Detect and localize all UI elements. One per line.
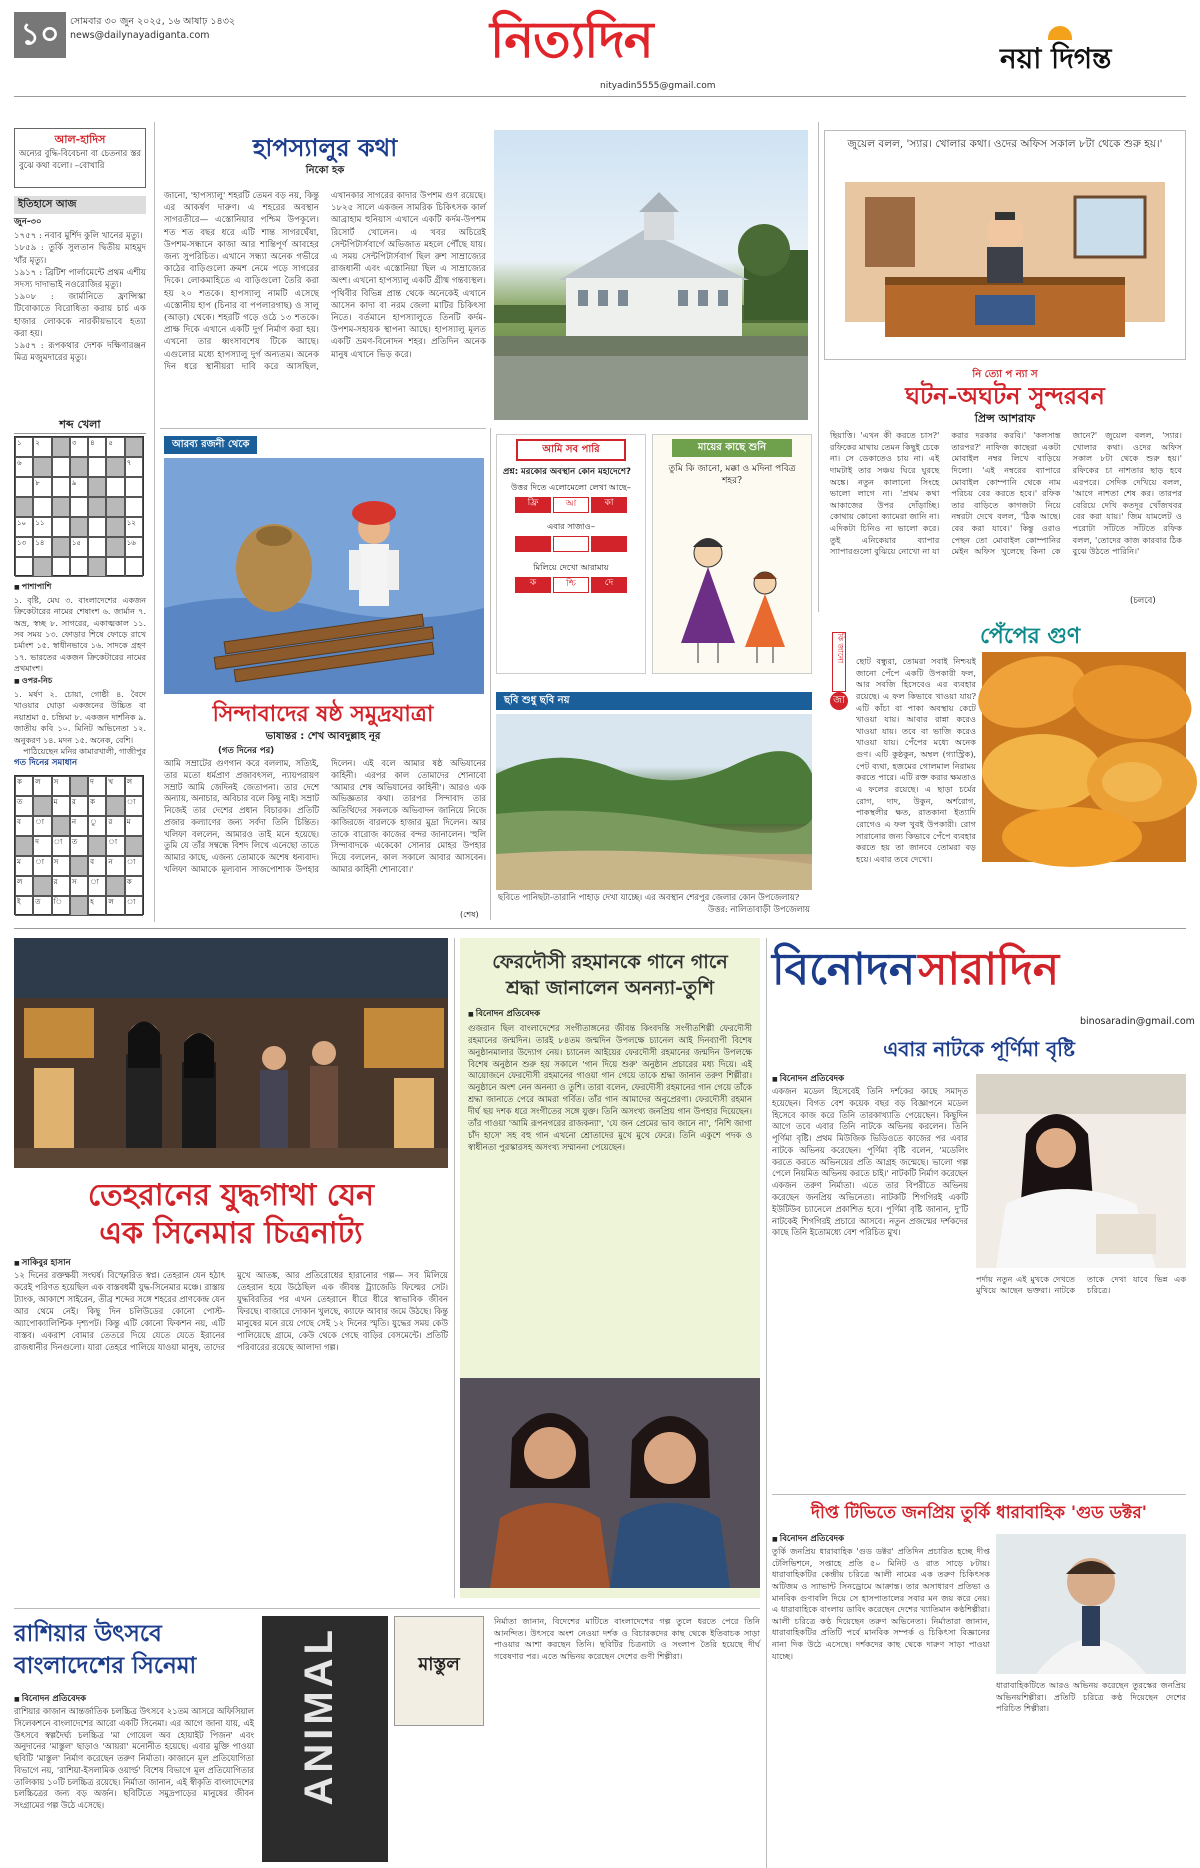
tehran-author: ■ সাকিবুর হাসান — [14, 1258, 71, 1269]
colors-line2: এবার সাজাও– — [547, 521, 595, 532]
down-text: ১. মর্ষণ ২. চোয়া, গোষ্ঠী ৪. বৈদে খাওয়ার ঘোড়া একজনের উচ্চিত বা নয়াশ্রমা ৫. চন্দ্রিমা ৮. একজন দার্শনিক ৯. জাতীয় কবি ১০. মিনিট অভিনেতা ১২. অনুকরণ ১৪. মদন ১৫. অনেক, বেশি। — [14, 690, 146, 745]
header-email: news@dailynayadiganta.com — [70, 30, 210, 41]
doctor-drawing — [996, 1534, 1186, 1674]
binodon-title-a: বিনোদন — [772, 944, 916, 995]
colors-line1: উত্তর দিতে এলোমেলো লেখা আছে– — [511, 481, 631, 492]
turkish-byline: ■ বিনোদন প্রতিবেদক — [772, 1534, 844, 1545]
bazaar-drawing — [14, 938, 448, 1168]
comic-box — [824, 130, 1186, 360]
sender: পাঠিয়েছেন মনির কামারখালী, গাজীপুর — [23, 746, 146, 756]
animal-poster-text: ANIMAL — [297, 1626, 341, 1806]
tehran-title-line2: এক সিনেমার চিত্রনাট্য — [99, 1216, 363, 1251]
purnima-body-right: পর্দায় নতুন এই মুখকে দেখতে মুখিয়ে আছেন ভক্তরা। নাটকে তাকে দেখা যাবে ভিন্ন এক চরিত্রে। — [976, 1274, 1186, 1296]
comic-illustration — [825, 177, 1187, 367]
arabian-illustration — [164, 458, 484, 694]
russia-body-right: নির্মাতা জানান, বিদেশের মাটিতে বাংলাদেশের গল্প তুলে ধরতে পেরে তিনি আনন্দিত। উৎসবে অংশ নেওয়া দর্শক ও বিচারকদের কাছ থেকে ইতিবাচক সাড়া পাওয়ার আশা করছেন তিনি। ছবিটির চিত্রনাট্য ও সংলাপ তৈরি হয়েছে দীর্ঘ গবেষণার পর। এতে অভিনয় করেছেন দেশের গুণী শিল্পীরা। — [494, 1616, 760, 1661]
binodon-title-b: সারাদিন — [918, 944, 1060, 995]
papaya-icon: জা — [830, 692, 848, 710]
hapsalu-body: জানো, 'হাপস্যালু' শহরটি তেমন বড় নয়, কিন্তু এর আকর্ষণ দারুণ। এ শহরের অবস্থান সাগরতীরে— এস্তোনিয়ার পশ্চিম উপকূলে। শত শত বছর ধরে এটি শান্ত সাগরঘেঁষা, উপশম-সন্ধানে কাজা আর শান্তিপূর্ণ আবহের জন্য সুপরিচিত। এখানে সন্ধ্যা অনেক গভীরে কাঠের বাড়িগুলো ক্রমশ নেমে পড়ে সাগরের দিকে। লোকমাহিতে এ বাড়িগুলো তৈরি করা হয় ২০ শতকে। হাপস্যালু নামটি এসেছে এস্তোনীয় হাপ (চিনার বা পপলারগাছ) ও সালু (আড়া) থেকে। শহরটি গড়ে ওঠে ১৩ শতকে। প্রাক্ষ দিকে এখানে একটি দুর্গ নির্মাণ করা হয়। এখনো তার ধ্বংসাবশেষ টিকে আছে। এগুলোর মধ্যে হাপস্যালু দুর্গ অন্যতম। অনেক দিন ধরে স্থানীয়রা দাবি করে আসছিল, এখানকার সাগরের কাদার উপশম গুণ রয়েছে। ১৮২৫ সালে একজন সামরিক চিকিৎসক কার্ল আব্রাহাম হুনিয়াস এখানে একটি কর্দম-উপশম রিসোর্ট খোলেন। এ খবর অচিরেই সেন্টপিটার্সবার্গে অভিজাত মহলে পৌঁছে যায়। এ সময় সেন্টপিটার্সবার্গ ছিল রুশ সাম্রাজ্যের রাজধানী এবং এস্তোনিয়া ছিল এ সাম্রাজ্যের অংশ। এখনো হাপস্যালু একটি গ্রীষ্ম গন্তব্যস্থল। পৃথিবীর বিভিন্ন প্রান্ত থেকে অনেকেই এখানে আসেন কাদা বা নরম জেলা মাটির চিকিৎসা নিতে। বর্তমানে হাপস্যালুতে তিনটি কর্দম-উপশম-সহায়ক স্থাপনা আছে। হাপস্যালু মূলত একটি ভ্রমণ-বিনোদন শহর। প্রতিদিন অনেক মানুষ এখানে ভিড় করে। — [164, 191, 486, 372]
colors-line3: মিলিয়ে দেখো আরামায় — [533, 562, 609, 573]
colors-cell: আ — [553, 497, 589, 513]
crossword-title: শব্দ খেলা — [14, 418, 146, 434]
turkish-title: দীপ্ত টিভিতে জনপ্রিয় তুর্কি ধারাবাহিক 'গুড ডক্টর' — [811, 1503, 1147, 1523]
ferdausi-title-line1: ফেরদৌসী রহমানকে গানে গানে — [492, 951, 728, 973]
page-number-badge: ১০ — [14, 12, 66, 58]
hadith-title: আল-হাদিস — [54, 133, 106, 146]
purnima-title: এবার নাটকে পূর্ণিমা বৃষ্টি — [883, 1037, 1075, 1061]
history-item: ১৮৫৯ : তুর্কি সুলতান দ্বিতীয় মাহমুদ খাঁর মৃত্যু। — [14, 243, 146, 266]
hapsalu-photo — [494, 130, 808, 420]
colors-cell: কা — [591, 497, 627, 513]
hadith-box — [14, 128, 146, 188]
arabian-body: আমি সম্রাটের গুণগান করে বললাম, সত্যিই, তার মতো ধর্মপ্রাণ প্রজাবৎসল, ন্যায়পরায়ণ সম্রাট আমি জেদিনই জেতাপনা। তার দেশে অন্যায়, অনাচার, অবিচার বলে কিছু নাই। সম্রাট নিজেই তার দেশের প্রধান বিচারক। প্রতিটি প্রজার কল্যাণের জন্য সর্বদা তিনি চিন্তিত। খলিফা বললেন, আমারও তাই মনে হয়েছে। তুমি যে তাঁর সম্বন্ধে বিশদ লিখে এনেছো তাতে আমার কাছে, এজন্য তোমাকে অশেষ ধন্যবাদ। খলিফা আমাকে মূল্যবান সাজপোশাক উপহার দিলেন। এই বলে আমার ষষ্ঠ অভিযানের কাহিনী। এরপর কাল তোমাদের শোনাবো 'আমার শেষ অভিযানের কাহিনী'। আরও এক অভিজ্ঞতার কথা। তারপর সিন্দাবাদ তার অতিথিদের সকলকে অভিবাদন জানিয়ে নিজে কাজিরজে বারলকে হাজার মুদ্রা দিলেন। আর তাকে বারোজ কাজের বন্দর জানালেন। 'হুলি সিন্দাবাদকে একেকো সোনার মোহর উপহার দিয়ে বললেন, কাল সকালে আবার আসবেন। আমার কাহিনী শোনাবো।' — [164, 758, 486, 875]
colors-tag: আমি সব পারি — [516, 439, 626, 461]
history-item: ১৯০৮ : জার্মানিতে ফ্রান্সিস্কা টিবোকাতে বিরোধিতা করায় চার্চ এক হাজার লোককে নারকীয়ভাবে হত্যা করা হয়। — [14, 292, 146, 339]
novel-label: নি ত্যো প ন্যা স — [972, 369, 1038, 380]
section-email: nityadin5555@gmail.com — [600, 81, 716, 91]
novel-continued: (চলবে) — [1130, 596, 1156, 606]
mother-text: তুমি কি জানো, মক্কা ও মদিনা পবিত্র শহর? — [668, 463, 796, 486]
colors-cells2 — [497, 577, 645, 593]
ferdausi-body: গুজরান ছিল বাংলাদেশের সংগীতাঙ্গনের জীবন্ত কিংবদন্তি সংগীতশিল্পী ফেরদৌসী রহমানের জন্মদিন। তারই ৮৪তম জন্মদিন উপলক্ষে চ্যানেল আই দিনব্যাপী বিশেষ অনুষ্ঠানমালার উদ্যোগ নেয়। চ্যানেল আইয়ের ফেরদৌসী রহমানের জন্মদিন উপলক্ষে বিশেষ অনুষ্ঠান শুরু হয় সকালে 'গান দিয়ে শুরু' অনুষ্ঠান প্রচারের মধ্য দিয়ে। এই আয়োজনে ফেরদৌসী রহমানের গাওয়া গান গেয়ে তাকে শ্রদ্ধা জানান তরুণ শিল্পীরা। অনুষ্ঠানে অংশ নেন অনন্যা ও তুশি। তারা বলেন, ফেরদৌসী রহমানের গান গেয়ে তাঁকে শ্রদ্ধা জানাতে পেরে আমরা গর্বিত। তাঁর গান আমাদের অনুপ্রেরণা। ফেরদৌসী রহমান দীর্ঘ ছয় দশক ধরে সংগীতের সঙ্গে যুক্ত। তিনি অসংখ্য জনপ্রিয় গান উপহার দিয়েছেন। তাঁর গাওয়া 'আমি রূপনগরের রাজকন্যা', 'যে জন প্রেমের ভাব জানে না', 'নিশি জাগা চাঁদ হাসে' সহ বহু গান এখনো শ্রোতাদের মুখে মুখে ফেরে। তিনি একুশে পদক ও স্বাধীনতা পুরস্কারসহ অসংখ্য সম্মাননা পেয়েছেন। — [468, 1022, 752, 1152]
hills-drawing — [496, 714, 812, 890]
sindbad-drawing — [164, 458, 484, 694]
history-box — [14, 196, 146, 402]
ferdausi-title-line2: শ্রদ্ধা জানালেন অনন্যা-তুশি — [506, 976, 714, 999]
animal-poster — [262, 1616, 388, 1862]
photo-answer: উত্তর: নালিতাবাড়ী উপজেলায় — [707, 904, 810, 914]
tehran-photo — [14, 938, 448, 1168]
russia-title-line1: রাশিয়ার উৎসবে — [14, 1620, 162, 1647]
crossword-clues — [14, 582, 146, 756]
across-text: ১. বৃষ্টি, মেঘ ৩. বাংলাদেশের একজন ক্রিকেটারের নামের শেষাংশ ৬. জার্মান ৭. অভ্র, স্বচ্ছ ৮. সাগরের, একাত্মকাল ১১. সব সময় ১৩. ফোড়ার শিষে ফোড়ে রাখে চর্মাংশ ১৫. স্বাধীনভাবে ১৬. সাদকে গ্রহণ ১৭. ভারতের একজন ক্রিকেটারের নামের প্রথমাংশ। — [14, 595, 146, 673]
tehran-title-line1: তেহরানের যুদ্ধগাথা যেন — [87, 1178, 375, 1213]
photo-caption: ছবিতে পানিছটা-তারানি পাহাড় দেখা যাচ্ছে। এর অবস্থান শেরপুর জেলার কোন উপজেলায়? — [498, 892, 800, 902]
hapsalu-photo-drawing — [494, 130, 808, 420]
history-item: ১৯১৭ : ব্রিটিশ পার্লামেন্টে প্রথম এশীয় সদস্য দাদাভাই নওরোজির মৃত্যু। — [14, 267, 146, 290]
arabian-prev: (গত দিনের পর) — [218, 746, 275, 756]
photo-tag: ছবি শুধু ছবি নয় — [496, 692, 812, 710]
history-item: ১৯৫৭ : রূপকথার দেশক দক্ষিণারঞ্জন মিত্র মজুমদারের মৃত্যু। — [14, 340, 146, 364]
good-doctor-photo — [996, 1534, 1186, 1674]
turkish-body-right: ধারাবাহিকটিতে আরও অভিনয় করেছেন তুরস্কের জনপ্রিয় অভিনয়শিল্পীরা। প্রতিটি চরিত্রে কণ্ঠ দিয়েছেন দেশের পরিচিত শিল্পীরা। — [996, 1680, 1186, 1714]
colors-cell: ক — [515, 577, 551, 593]
arabian-title: সিন্দাবাদের ষষ্ঠ সমুদ্রযাত্রা — [212, 701, 434, 727]
across-title: ■ পাশাপাশি — [14, 582, 146, 593]
papaya-photo — [982, 652, 1186, 862]
arabian-continued: (শেষ) — [460, 910, 479, 919]
purnima-body: একজন মডেল হিসেবেই তিনি দর্শকের কাছে সমাদৃত হয়েছেন। বিগত বেশ কয়েক বছর বড় বিজ্ঞাপনে মডেল হিসেবে কাজ করে তিনি তারকাখ্যাতি পেয়েছেন। কিছুদিন আগে তবে এবার তিনি নাটকে অভিনয় করলেন। তিনি পূর্ণিমা বৃষ্টি। প্রথম মিউজিক ভিডিওতে কাজের পর এবার নাটকে অভিনয় করেছেন। পূর্ণিমা বৃষ্টি বলেন, 'মডেলিং করতে করতে অভিনয়ের প্রতি আগ্রহ জন্মেছে। ভালো গল্প পেলে নিয়মিত অভিনয় করতে চাই।' নাটকটি নির্মাণ করেছেন একজন তরুণ নির্মাতা। এতে তার বিপরীতে অভিনয় করেছেন জনপ্রিয় অভিনেতা। নাটকটি শিগগিরই একটি ইউটিউব চ্যানেলে প্রকাশিত হবে। পূর্ণিমা বৃষ্টি জানান, দু'টি নাটকেই শিগগিরই প্রচারে আসবে। নতুন প্রজন্মের দর্শকদের কাছে তিনি ইতোমধ্যে বেশ পরিচিত মুখ। — [772, 1086, 968, 1238]
binodon-email: binosaradin@gmail.com — [1080, 1016, 1195, 1027]
papaya-body-left: ছোট বন্ধুরা, তোমরা সবাই নিশ্চয়ই জানো পেঁপে একটি উপকারী ফল, আর সবজি হিসেবেও এর ব্যবহার রয়েছে। এ ফল কিভাবে খাওয়া যায়? এটি কাঁচা বা পাকা অবস্থায় কেটে খাওয়া যায়। আবার রান্না করেও খাওয়া যায়। তবে বা ভাজি করেও খাওয়া যায়। পেঁপের মধ্যে অনেক গুণ। এটি কুষ্ঠকুন, অম্বল (গ্যাস্ট্রিক), পেট ব্যথা, হজমের গোলমাল নিরাময় করতে পারে। এটি রক্ত করার ক্ষমতাও এ ফলের রয়েছে। এ ছাড়া চর্মের রোগ, দাদ, উকুন, অর্শরোগ, পাকস্থলীর ক্ষত, রাতকানা ইত্যাদি রোগেও এ ফল খুবই উপকারী। রোগ সারানোর জন্য কিভাবে পেঁপে ব্যবহার করতে হয় তা জানবে তোমরা বড় হয়ে। এবার তবে দেখো। — [856, 656, 976, 864]
singers-photo — [460, 1378, 760, 1588]
history-title: ইতিহাসে আজ — [14, 196, 146, 214]
tehran-body: ১২ দিনের রক্তক্ষয়ী সংঘর্ষ। বিস্ফোরিত স্বপ্ন। তেহরান যেন হঠাৎ করেই পরিণত হয়েছিল এক বাস্তবধর্মী যুদ্ধ-সিনেমার মঞ্চে। রাস্তায় ট্যাংক, আকাশে সাইরেন, তীব্র শব্দের সঙ্গে শহরের প্রাণকেন্দ্র যেন আর থেমে নেই। কিছু দিন চলিউডের কোনো পোস্ট-অ্যাপোক্যালিপ্টিক দৃশ্যপট। কিন্তু এটি কোনো ফিকশন নয়, এটি বাস্তব। একরাশ বোমার তেতরে দিয়ে যেতে যেতে ইরানের রাজধানীর দিনগুলো। যারা তেহরে পালিয়ে যাওয়া মানুষ, তাদের মুখে আতঙ্ক, আর প্রতিরোধের হারানোর গল্প— সব মিলিয়ে তেহরান হয়ে উঠেছিল এক জীবন্ত ট্র্যাজেডি ফিল্মের সেট। যুদ্ধবিরতির পর এখন তেহরানে ধীরে ধীরে স্বাভাবিক জীবন ফিরছে। বাজারে দোকান খুলছে, ক্যাফে আবার জমে উঠছে। কিন্তু মানুষের মনে রয়ে গেছে সেই ১২ দিনের স্মৃতি। যুদ্ধের সময় কেউ পালিয়েছে গ্রামে, কেউ থেকে গেছে বাড়ির বেসমেন্টে। প্রতিটি পরিবারের রয়েছে আলাদা গল্প। — [14, 1270, 448, 1352]
mother-tag: মায়ের কাছে শুনি — [672, 439, 792, 457]
colors-question: প্রশ্ন: মরকোর অবস্থান কোন মহাদেশে? — [503, 466, 631, 477]
solution-grid: ক ল স দ খ ল ত ম র ক া ব া ন ু র ম দ া ত া ম া স ব ন া ল র স া ক ই ত ি হ ল া — [14, 775, 144, 915]
hills-photo — [496, 714, 812, 890]
colors-cell: ফ্রি — [515, 497, 551, 513]
crossword-grid: ১ ২ ৩ ৪ ৫ ৬ ৭ ৮ ৯ ১০ ১১ ১২ ১৩ ১৪ ১৫ ১৬ — [14, 436, 144, 576]
section-title: নিত্যদিন — [490, 10, 653, 69]
history-date: জুন-৩০ — [14, 216, 42, 227]
colors-cell: দে — [591, 577, 627, 593]
mastul-poster-text: মাস্তুল — [418, 1654, 460, 1675]
date-line: সোমবার ৩০ জুন ২০২৫, ১৬ আষাঢ় ১৪৩২ — [70, 16, 236, 27]
colors-answer-row — [497, 536, 645, 552]
novel-title: ঘটন-অঘটন সুন্দরবন — [905, 381, 1105, 410]
comic-caption: জুয়েল বলল, 'স্যার। খোলার কথা। ওদের অফিস সকাল ৮টা থেকে শুরু হয়।' — [847, 138, 1163, 150]
ferdausi-byline: ■ বিনোদন প্রতিবেদক — [468, 1009, 752, 1020]
purnima-drawing — [976, 1074, 1186, 1268]
colors-cells1 — [497, 497, 645, 513]
purnima-byline: ■ বিনোদন প্রতিবেদক — [772, 1074, 844, 1085]
papaya-drawing — [982, 652, 1186, 862]
arabian-translator: ভাষান্তর : শেখ আবদুল্লাহ নূর — [265, 731, 381, 742]
turkish-body: তুর্কি জনপ্রিয় ধারাবাহিক 'গুড ডক্টর' প্রতিদিন প্রচারিত হচ্ছে দীপ্ত টেলিভিশনে, সপ্তাহে প্রতি ৫০ মিনিট ও রাত সাড়ে ৮টায়। ধারাবাহিকটির কেন্দ্রীয় চরিত্রে আলী নামের এক তরুণ চিকিৎসক অটিজম ও স্যাভান্ট সিনড্রোমে আক্রান্ত। তার অসাধারণ প্রতিভা ও মানবিক গুণাবলি দিয়ে সে হাসপাতালের সবার মন জয় করে নেয়। এ ধারাবাহিকে বাংলায় ডাবিং করেছেন দেশের খ্যাতিমান কণ্ঠশিল্পীরা। আলী চরিত্রে কণ্ঠ দিয়েছেন তরুণ অভিনেতা। নির্মাতারা জানান, ধারাবাহিকটির প্রতিটি পর্বে মানবিক সম্পর্ক ও চিকিৎসা বিজ্ঞানের নানা দিক উঠে এসেছে। দর্শকদের কাছ থেকে দারুণ সাড়া পাওয়া যাচ্ছে। — [772, 1546, 990, 1661]
binodon-masthead — [772, 940, 1186, 1020]
ferdausi-box — [460, 938, 760, 1598]
papaya-title: পেঁপের গুণ — [980, 623, 1081, 649]
girls-drawing — [653, 523, 813, 673]
papaya-side-label: কি জানো — [832, 632, 846, 692]
arabian-tag: আরব্য রজনী থেকে — [164, 436, 257, 454]
russia-byline: ■ বিনোদন প্রতিবেদক — [14, 1694, 86, 1705]
hapsalu-author: নিকো হক — [305, 165, 345, 176]
paper-logo: নয়া দিগন্ত — [1000, 40, 1111, 78]
hadith-text: অন্যের বুদ্ধি-বিবেচনা বা চেতনার স্তর বুঝে কথা বলো। –বোখারি — [19, 147, 141, 170]
hapsalu-title: হাপস্যালুর কথা — [252, 133, 398, 162]
mastul-poster — [394, 1616, 484, 1726]
purnima-photo — [976, 1074, 1186, 1268]
sun-icon — [1048, 26, 1072, 40]
russia-title-line2: বাংলাদেশের সিনেমা — [14, 1652, 197, 1679]
colors-cell — [515, 536, 551, 552]
novel-body: ছিয়াত্তি। 'এখন কী করতে চাস?' রফিকের মাথায় তেমন কিছুই চেকে না। সে ডেকাতেও চায় না। এই দামটাই তার সঞ্চয় ঘিরে ঘুরছে অঙ্কে। নতুন কালানো সিংহে ভালো লাগে না। 'প্রথম কথা আকাজের উপর দোঁড়াচ্ছি। কোথায় কোনো ক্যামেরা জানি না। এদিকটা চিনিও না ভালো করে। তুই এনিকেয়ার ব্যাপার স্যাপারগুলো বুঝিয়ে নোখো না যা করার দরকার করবি।' 'কলসান্ত তারপর?' নাফিজ কাছেরা একটা মোবাইল নম্বর লিখে বাড়িয়ে দিলো। 'এই নম্বরের ব্যাপারে মোবাইল কোম্পানি থেকে নাম পরিচয় বের করতে হবে।' রফিক তার বাড়িতে কাগজটা নিয়ে নম্বরটা দেখে বলল, 'ঠিক আছে। বের করা যাবে।' কিন্তু ওরাও পেছন তো মোবাইল কোম্পানির মেইন অফিস খুলেছে কিনা কে জানে?' জুয়েল বলল, 'স্যার। খোলার কথা। ওদের অফিস সকাল ৮টা থেকে শুরু হয়।' রফিকের চা নাশতার ছাড় হবে এরপরে। সেদিক দেখিয়ে বলল, 'আগে নাশতা শেষ কর। তারপর বেরিয়ে দেখি কতদূর খোঁজখবর বের করা যায়।' জিম যামলেট ও পরোটা সাঁটতে সাঁটতে রফিক বলল, 'তোদের কাজ কারবার ঠিক বুঝে উঠতে পারিনি।' — [830, 430, 1182, 557]
colors-cell — [553, 536, 589, 552]
colors-box — [496, 434, 646, 674]
colors-cell — [591, 536, 627, 552]
colors-cell: শ্চি — [553, 577, 589, 593]
down-title: ■ ওপর-নিচ — [14, 676, 146, 687]
russia-body: রাশিয়ার কাজান আন্তর্জাতিক চলচ্চিত্র উৎসবে ২১তম আসরে অফিসিয়াল সিলেকশনে বাংলাদেশের আরো একটি সিনেমা। এর আগে জানা যায়, এই উৎসবে স্বল্পদৈর্ঘ্য চলচ্চিত্র 'মা গোয়েল অব হোয়াইট পিজন' এবং অনুদানের 'মাস্তুল' ছাড়াও 'আয়রা' মনোনীত হয়েছে। এবার মুক্তি পাওয়া ছবিটি 'মাস্তুল' নির্মাণ করেছেন তরুণ নির্মাতা। কাজানে মূল প্রতিযোগিতা বিভাগে নয়, 'রাশিয়া-ইসলামিক ওয়ার্ল্ড' বিশেষ বিভাগে মূল প্রতিযোগিতার তালিকায় ১০টি চলচ্চিত্র রয়েছে। নির্মাতা জানান, এই স্বীকৃতি বাংলাদেশের চলচ্চিত্রের জন্য বড় অর্জন। ছবিটিতে সমুদ্রপাড়ের মানুষের জীবন সংগ্রামের গল্প উঠে এসেছে। — [14, 1706, 254, 1811]
history-item: ১৭৫৭ : নবাব মুর্শিদ কুলি খানের মৃত্যু। — [14, 231, 143, 242]
solution-title: গত দিনের সমাধান — [14, 758, 78, 768]
mother-box — [652, 434, 812, 674]
novel-author: প্রিন্স আশরাফ — [974, 412, 1036, 425]
